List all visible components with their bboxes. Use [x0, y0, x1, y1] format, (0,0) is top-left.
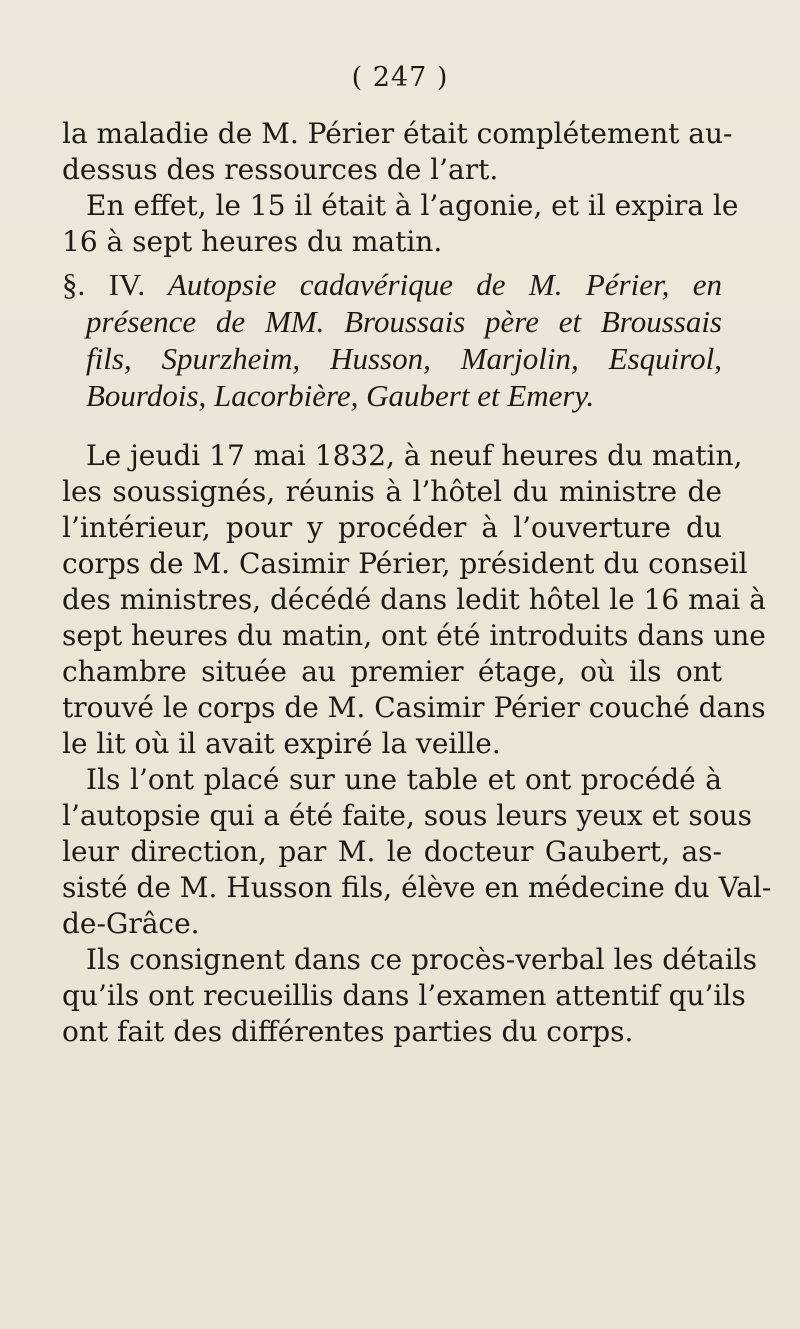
text-line: sept heures du matin, ont été introduits dans une [62, 619, 766, 652]
text-line: l’intérieur, pour y procéder à l’ouverture du [62, 511, 722, 544]
paragraph-autopsy [62, 762, 772, 942]
heading-line: Bourdois, Lacorbière, Gaubert et Emery. [86, 378, 595, 413]
text-line: des ministres, décédé dans ledit hôtel le 16 mai à [62, 583, 766, 616]
text-line: dessus des ressources de l’art. [62, 153, 499, 186]
heading-line: fils, Spurzheim, Husson, Marjolin, Esquirol, [86, 341, 722, 376]
text-line: les soussignés, réunis à l’hôtel du ministre de [62, 475, 722, 508]
text-line: le lit où il avait expiré la veille. [62, 727, 501, 760]
text-line: qu’ils ont recueillis dans l’examen attentif qu’ils [62, 979, 746, 1012]
text-line: Ils consignent dans ce procès-verbal les détails [86, 943, 757, 976]
text-line: l’autopsie qui a été faite, sous leurs yeux et sous [62, 799, 752, 832]
heading-line: présence de MM. Broussais père et Broussais [86, 304, 722, 339]
heading-text: Autopsie cadavérique de M. Périer, en [167, 267, 722, 302]
paragraph-report [62, 438, 766, 762]
text-line: chambre située au premier étage, où ils ont [62, 655, 722, 688]
text-line: leur direction, par M. le docteur Gaubert, as- [62, 835, 722, 868]
text-line: Ils l’ont placé sur une table et ont procédé à [86, 763, 722, 796]
text-line: 16 à sept heures du matin. [62, 225, 443, 258]
text-line: la maladie de M. Périer était complétement au- [62, 117, 733, 150]
text-line: ont fait des différentes parties du corps. [62, 1015, 634, 1048]
section-heading [62, 266, 722, 414]
page-body [62, 116, 772, 1050]
text-line: sisté de M. Husson fils, élève en médecine du Val- [62, 871, 772, 904]
text-line: de-Grâce. [62, 907, 200, 940]
page-number: ( 247 ) [351, 62, 449, 93]
paragraph-consign [62, 942, 757, 1050]
section-marker: §. IV. [62, 267, 146, 302]
text-line: corps de M. Casimir Périer, président du conseil [62, 547, 748, 580]
text-line: Le jeudi 17 mai 1832, à neuf heures du matin, [86, 439, 743, 472]
paragraph-intro [62, 116, 739, 260]
text-line: En effet, le 15 il était à l’agonie, et il expira le [86, 189, 739, 222]
heading-line [62, 266, 722, 303]
text-line: trouvé le corps de M. Casimir Périer couché dans [62, 691, 766, 724]
